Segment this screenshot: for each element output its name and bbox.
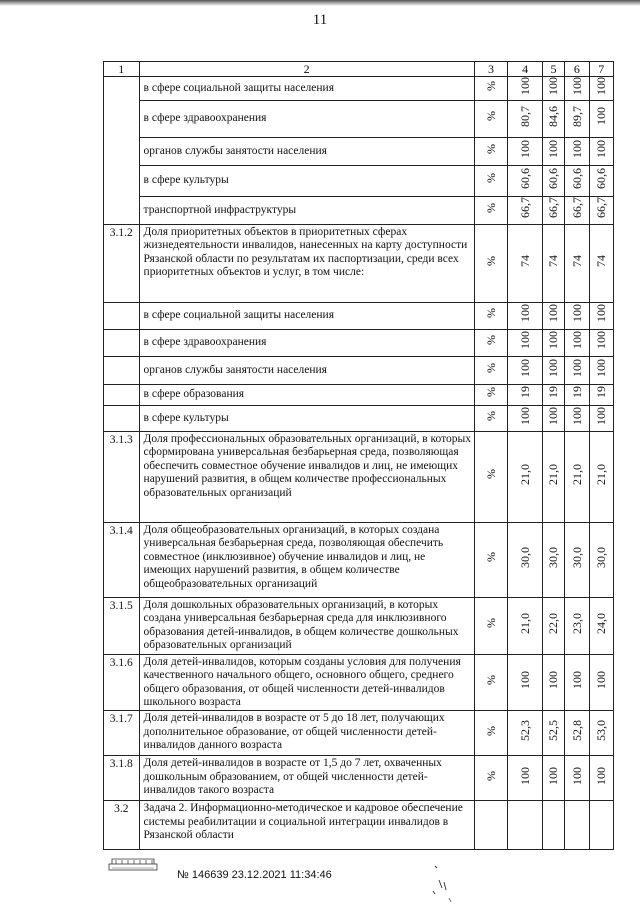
value-label: 100: [546, 304, 561, 323]
row-number: [104, 329, 140, 356]
unit-label: %: [483, 362, 498, 373]
indicator-text: в сфере социальной защиты населения: [139, 302, 474, 329]
indicator-text: в сфере социальной защиты населения: [139, 77, 474, 101]
unit-cell: [474, 329, 508, 356]
value-label: 66,7: [569, 197, 584, 219]
value-cell: [542, 329, 564, 356]
value-cell: [508, 165, 543, 196]
value-label: 100: [546, 671, 561, 690]
row-number: 3.1.7: [104, 710, 140, 755]
value-label: 100: [546, 406, 561, 425]
value-label: 100: [594, 77, 609, 96]
value-cell: [508, 597, 543, 654]
value-label: 19: [518, 386, 532, 399]
value-cell: [508, 405, 543, 431]
value-cell: [542, 654, 564, 710]
unit-cell: [474, 224, 508, 302]
document-stamp-icon: [108, 856, 158, 872]
value-label: 100: [518, 331, 532, 350]
column-header: 6: [565, 62, 589, 77]
value-cell: [508, 384, 543, 405]
value-cell: [542, 356, 564, 384]
value-label: 100: [546, 766, 561, 785]
value-label: 100: [594, 766, 609, 785]
unit-cell: [474, 77, 508, 101]
unit-cell: [474, 800, 508, 849]
value-label: 53,0: [594, 720, 609, 742]
value-cell: [589, 100, 613, 137]
indicator-text: Задача 2. Информационно-методическое и кадровое обеспечение системы реабилитации и социальной интеграции инвалидов в Рязанской области: [139, 800, 474, 849]
value-cell: [565, 356, 589, 384]
value-label: 30,0: [569, 546, 584, 568]
value-cell: [565, 405, 589, 431]
value-cell: [565, 597, 589, 654]
column-header: 7: [589, 62, 613, 77]
unit-label: %: [483, 81, 498, 92]
value-cell: [565, 431, 589, 522]
unit-cell: [474, 654, 508, 710]
table-row: [104, 100, 614, 137]
value-label: 52,5: [546, 720, 561, 742]
registration-stamp: № 146639 23.12.2021 11:34:46: [177, 869, 332, 881]
value-label: 100: [569, 331, 584, 350]
value-cell: [542, 755, 564, 800]
value-label: 100: [569, 139, 584, 158]
unit-label: %: [483, 770, 498, 781]
value-label: 30,0: [518, 546, 532, 568]
value-cell: [542, 100, 564, 137]
unit-cell: [474, 522, 508, 597]
value-cell: [542, 431, 564, 522]
value-cell: [565, 329, 589, 356]
row-number: 3.1.5: [104, 597, 140, 654]
value-cell: [542, 522, 564, 597]
indicator-text: в сфере здравоохранения: [139, 100, 474, 137]
value-label: 100: [569, 406, 584, 425]
value-cell: [565, 710, 589, 755]
value-cell: [542, 597, 564, 654]
value-cell: [589, 755, 613, 800]
value-cell: [565, 755, 589, 800]
unit-label: %: [483, 725, 498, 736]
value-cell: [508, 654, 543, 710]
table-row: [104, 710, 614, 755]
unit-label: %: [483, 618, 498, 629]
value-cell: [565, 100, 589, 137]
value-label: 84,6: [546, 105, 561, 127]
value-label: 21,0: [518, 612, 532, 634]
value-label: 66,7: [546, 197, 561, 219]
value-label: 100: [518, 358, 532, 377]
value-cell: [589, 329, 613, 356]
table-row: [104, 137, 614, 165]
indicator-text: в сфере культуры: [139, 165, 474, 196]
value-label: 100: [569, 671, 584, 690]
value-label: 21,0: [594, 463, 609, 485]
table-row: [104, 431, 614, 522]
table-row: [104, 384, 614, 405]
value-cell: [508, 224, 543, 302]
indicator-text: транспортной инфраструктуры: [139, 196, 474, 224]
value-cell: [508, 302, 543, 329]
table-row: [104, 165, 614, 196]
indicator-text: Доля дошкольных образовательных организаций, в которых создана универсальная безбарьерная среда для инклюзивного образования детей-инвалидов, в общем количестве дошкольных образовательных организаций: [139, 597, 474, 654]
column-header: 5: [542, 62, 564, 77]
value-label: 21,0: [569, 463, 584, 485]
value-label: 74: [594, 254, 609, 267]
value-cell: [565, 224, 589, 302]
value-label: 60,6: [546, 167, 561, 189]
value-cell: [565, 77, 589, 101]
value-label: 100: [594, 139, 609, 158]
value-cell: [508, 356, 543, 384]
unit-label: %: [483, 173, 498, 184]
scan-edge: [0, 0, 640, 6]
table-row: [104, 302, 614, 329]
indicator-text: Доля детей-инвалидов в возрасте от 1,5 до 7 лет, охваченных дошкольным образованием, от общей численности детей-инвалидов такого возраста: [139, 755, 474, 800]
value-cell: [542, 384, 564, 405]
value-cell: [542, 405, 564, 431]
value-label: 22,0: [546, 612, 561, 634]
value-label: 100: [546, 77, 561, 96]
value-cell: [565, 196, 589, 224]
unit-cell: [474, 431, 508, 522]
value-label: 52,3: [518, 720, 532, 742]
row-number: 3.1.2: [104, 224, 140, 302]
value-label: 100: [569, 304, 584, 323]
value-label: 100: [594, 671, 609, 690]
table-row: [104, 77, 614, 101]
unit-cell: [474, 384, 508, 405]
value-label: 24,0: [594, 612, 609, 634]
value-cell: [508, 710, 543, 755]
value-label: 23,0: [569, 612, 584, 634]
value-cell: [589, 710, 613, 755]
value-label: 100: [518, 766, 532, 785]
indicator-text: в сфере образования: [139, 384, 474, 405]
table-row: [104, 800, 614, 849]
value-cell: [508, 137, 543, 165]
value-label: 74: [518, 254, 532, 267]
row-number: 3.1.6: [104, 654, 140, 710]
value-label: 100: [518, 671, 532, 690]
indicator-text: органов службы занятости населения: [139, 137, 474, 165]
value-cell: [542, 77, 564, 101]
value-cell: [565, 165, 589, 196]
value-label: 80,7: [518, 105, 532, 127]
column-header: 1: [104, 62, 140, 77]
row-number: [104, 356, 140, 384]
value-label: 100: [546, 358, 561, 377]
value-label: 19: [546, 386, 561, 399]
unit-cell: [474, 356, 508, 384]
indicator-text: в сфере здравоохранения: [139, 329, 474, 356]
value-cell: [589, 522, 613, 597]
unit-cell: [474, 710, 508, 755]
value-cell: [542, 165, 564, 196]
value-cell: [589, 654, 613, 710]
unit-label: %: [483, 202, 498, 213]
unit-label: %: [483, 675, 498, 686]
page-number: 11: [312, 12, 328, 28]
value-cell: [542, 196, 564, 224]
table-row: [104, 224, 614, 302]
indicator-text: Доля приоритетных объектов в приоритетных сферах жизнедеятельности инвалидов, нанесенных на карту доступности Рязанской области по результатам их паспортизации, среди всех приоритетных объектов и услуг, в том числе:: [139, 224, 474, 302]
unit-cell: [474, 165, 508, 196]
unit-label: %: [483, 143, 498, 154]
value-cell: [508, 431, 543, 522]
value-label: 19: [569, 386, 584, 399]
value-cell: [542, 302, 564, 329]
table-row: [104, 522, 614, 597]
value-cell: [589, 356, 613, 384]
value-cell: [589, 196, 613, 224]
value-cell: [565, 384, 589, 405]
value-cell: [565, 800, 589, 849]
value-label: 66,7: [594, 197, 609, 219]
unit-cell: [474, 196, 508, 224]
row-number: [104, 384, 140, 405]
row-number: [104, 302, 140, 329]
value-cell: [508, 329, 543, 356]
table-row: [104, 329, 614, 356]
value-label: 100: [569, 358, 584, 377]
value-label: 100: [569, 77, 584, 96]
value-label: 100: [569, 766, 584, 785]
row-number: 3.1.4: [104, 522, 140, 597]
value-cell: [589, 137, 613, 165]
unit-cell: [474, 597, 508, 654]
value-cell: [565, 654, 589, 710]
unit-label: %: [483, 387, 498, 398]
table-row: [104, 196, 614, 224]
indicator-text: Доля общеобразовательных организаций, в которых создана универсальная безбарьерная среда, позволяющая обеспечить совместное (инклюзивное) обучение инвалидов и лиц, не имеющих нарушений развития, в общем количестве общеобразовательных организаций: [139, 522, 474, 597]
unit-label: %: [483, 552, 498, 563]
value-cell: [508, 196, 543, 224]
unit-cell: [474, 302, 508, 329]
handwritten-marks-icon: [425, 858, 475, 903]
value-label: 30,0: [546, 546, 561, 568]
unit-label: %: [483, 469, 498, 480]
table-row: [104, 755, 614, 800]
column-header: 4: [508, 62, 543, 77]
value-label: 100: [518, 304, 532, 323]
value-cell: [542, 224, 564, 302]
indicator-text: Доля профессиональных образовательных организаций, в которых сформирована универсальная безбарьерная среда, позволяющая обеспечить совместное обучение инвалидов и лиц, не имеющих нарушений развития, в общем количестве профессиональных образовательных организаций: [139, 431, 474, 522]
value-label: 100: [594, 331, 609, 350]
value-cell: [508, 100, 543, 137]
value-label: 100: [594, 406, 609, 425]
column-header: 3: [474, 62, 508, 77]
value-label: 100: [518, 139, 532, 158]
value-cell: [589, 302, 613, 329]
value-cell: [589, 77, 613, 101]
row-number: 3.1.3: [104, 431, 140, 522]
value-label: 74: [569, 254, 584, 267]
unit-cell: [474, 405, 508, 431]
value-label: 30,0: [594, 546, 609, 568]
value-label: 89,7: [569, 105, 584, 127]
value-cell: [565, 522, 589, 597]
indicator-text: в сфере культуры: [139, 405, 474, 431]
value-label: 100: [546, 139, 561, 158]
value-cell: [508, 755, 543, 800]
value-label: 100: [518, 77, 532, 96]
value-cell: [565, 302, 589, 329]
value-cell: [589, 431, 613, 522]
unit-label: %: [483, 410, 498, 421]
value-cell: [589, 384, 613, 405]
table-row: [104, 356, 614, 384]
value-label: 100: [518, 406, 532, 425]
value-cell: [508, 800, 543, 849]
unit-label: %: [483, 335, 498, 346]
value-label: 100: [594, 304, 609, 323]
unit-cell: [474, 100, 508, 137]
table-row: [104, 405, 614, 431]
row-number: 3.2: [104, 800, 140, 849]
value-label: 100: [594, 358, 609, 377]
indicator-text: Доля детей-инвалидов в возрасте от 5 до 18 лет, получающих дополнительное образование, от общей численности детей-инвалидов данного возраста: [139, 710, 474, 755]
value-cell: [508, 77, 543, 101]
row-number: [104, 405, 140, 431]
value-label: 100: [594, 107, 609, 126]
value-label: 21,0: [518, 463, 532, 485]
value-label: 60,6: [594, 167, 609, 189]
indicator-text: Доля детей-инвалидов, которым созданы условия для получения качественного начального общего, основного общего, среднего общего образования, от общей численности детей-инвалидов школьного возраста: [139, 654, 474, 710]
table-row: [104, 597, 614, 654]
value-cell: [589, 800, 613, 849]
unit-label: %: [483, 255, 498, 266]
row-number: 3.1.8: [104, 755, 140, 800]
indicators-table: [103, 61, 614, 850]
value-cell: [542, 137, 564, 165]
value-cell: [565, 137, 589, 165]
value-cell: [589, 405, 613, 431]
value-label: 74: [546, 254, 561, 267]
value-label: 100: [546, 331, 561, 350]
row-number: [104, 77, 140, 225]
value-cell: [589, 597, 613, 654]
value-cell: [542, 710, 564, 755]
value-cell: [589, 165, 613, 196]
value-label: 60,6: [569, 167, 584, 189]
indicator-text: органов службы занятости населения: [139, 356, 474, 384]
value-cell: [508, 522, 543, 597]
value-cell: [542, 800, 564, 849]
column-header: 2: [139, 62, 474, 77]
value-label: 19: [594, 386, 609, 399]
table-header-row: [104, 62, 614, 77]
unit-cell: [474, 137, 508, 165]
unit-label: %: [483, 308, 498, 319]
value-label: 21,0: [546, 463, 561, 485]
value-label: 66,7: [518, 197, 532, 219]
value-label: 52,8: [569, 720, 584, 742]
value-cell: [589, 224, 613, 302]
value-label: 60,6: [518, 167, 532, 189]
unit-label: %: [483, 111, 498, 122]
unit-cell: [474, 755, 508, 800]
table-row: [104, 654, 614, 710]
